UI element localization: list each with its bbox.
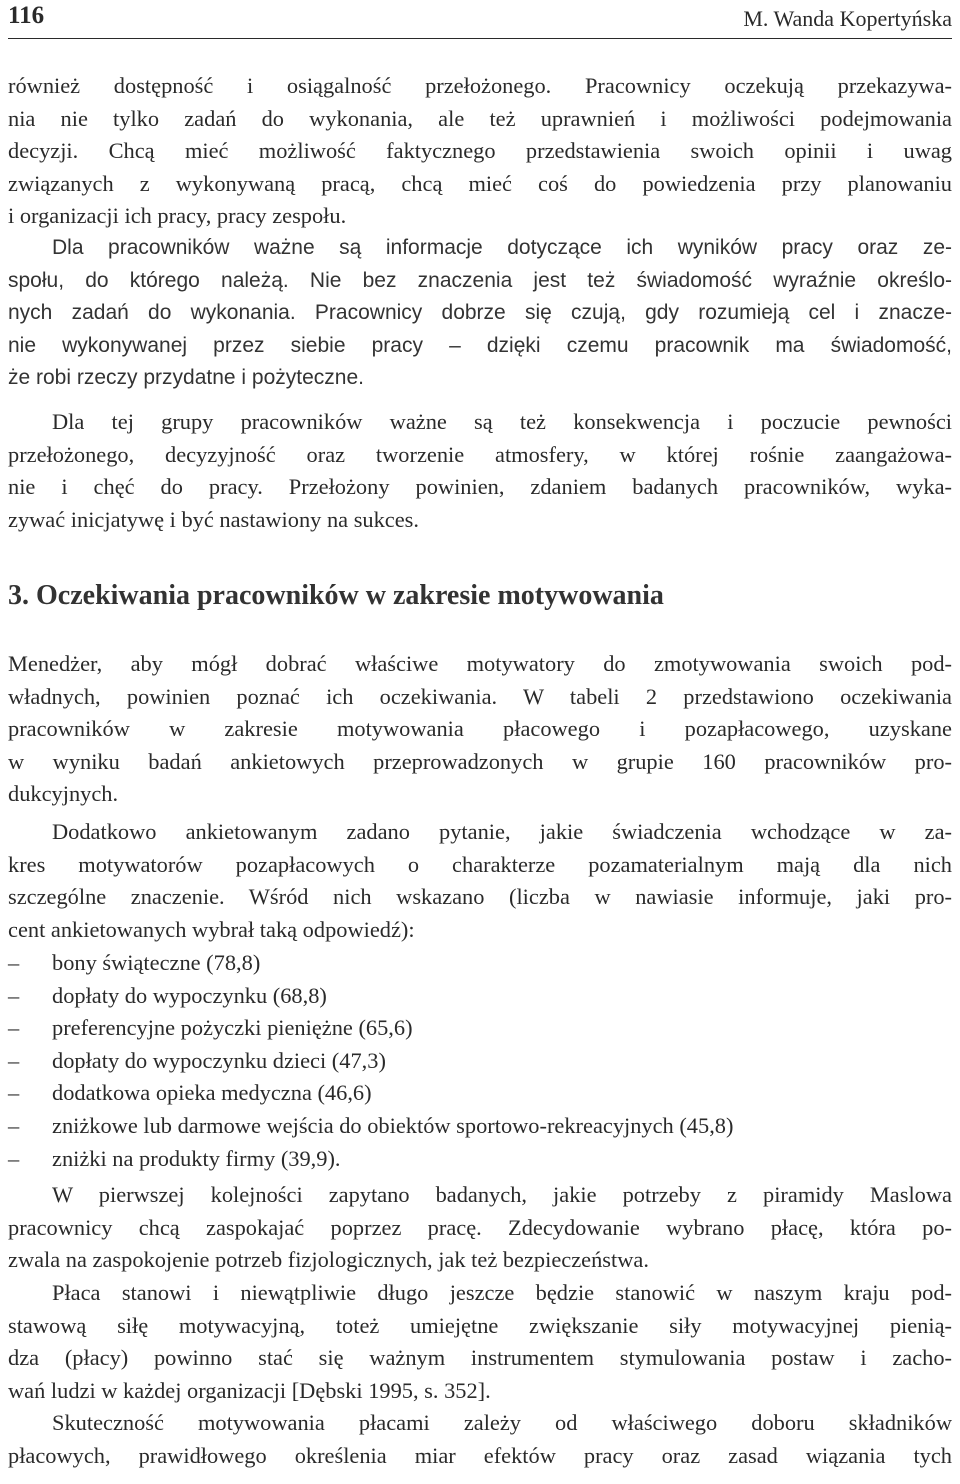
- text-line: płacowych, prawidłowego określenia miar efektów pracy oraz zasad wiązania tych: [8, 1442, 952, 1468]
- list-item-text: zniżkowe lub darmowe wejścia do obiektów sportowo-rekreacyjnych (45,8): [52, 1112, 734, 1138]
- text-line: w wyniku badań ankietowych przeprowadzonych w grupie 160 pracowników pro-: [8, 748, 952, 774]
- text-line: zywać inicjatywę i być nastawiony na sukces.: [8, 506, 419, 532]
- text-line: Skuteczność motywowania płacami zależy od właściwego doboru składników: [52, 1410, 952, 1435]
- dash-bullet: –: [8, 1015, 20, 1041]
- dash-bullet: –: [8, 1112, 20, 1138]
- list-item: [8, 980, 952, 1013]
- text-line: szczególne znaczenie. Wśród nich wskazano (liczba w nawiasie informuje, jaki pro-: [8, 884, 952, 910]
- text-line: W pierwszej kolejności zapytano badanych, jakie potrzeby z piramidy Maslowa: [52, 1182, 952, 1207]
- dash-bullet: –: [8, 1047, 20, 1073]
- paragraph-1: [8, 70, 952, 233]
- text-line: decyzji. Chcą mieć możliwość faktycznego przedstawienia swoich opinii i uwag: [8, 138, 952, 164]
- text-line: Dla tej grupy pracowników ważne są też konsekwencja i poczucie pewności: [52, 409, 952, 434]
- text-line: władnych, powinien poznać ich oczekiwania. W tabeli 2 przedstawiono oczekiwania: [8, 683, 952, 709]
- page-number: 116: [8, 2, 45, 29]
- text-line: przełożonego, decyzyjność oraz tworzenie atmosfery, w której rośnie zaangażowa-: [8, 441, 952, 467]
- text-line: Menedżer, aby mógł dobrać właściwe motywatory do zmotywowania swoich pod-: [8, 651, 952, 676]
- paragraph-4: [8, 648, 952, 811]
- dash-bullet: –: [8, 982, 20, 1008]
- list-item-text: zniżki na produkty firmy (39,9).: [52, 1145, 341, 1171]
- dash-bullet: –: [8, 950, 20, 975]
- text-line: cent ankietowanych wybrał taką odpowiedź):: [8, 916, 415, 942]
- list-item: [8, 1045, 952, 1078]
- list-item: [8, 1077, 952, 1110]
- list-item: [8, 1110, 952, 1143]
- paragraph-6: [8, 1179, 952, 1277]
- benefits-list: [8, 947, 952, 1175]
- dash-bullet: –: [8, 1080, 20, 1106]
- text-line: stawową siłę motywacyjną, toteż umiejętne zwiększanie siły motywacyjnej pienią-: [8, 1312, 952, 1338]
- list-item: [8, 1143, 952, 1176]
- text-line: również dostępność i osiągalność przełożonego. Pracownicy oczekują przekazywa-: [8, 73, 952, 98]
- text-line: nie wykonywanej przez siebie pracy – dzięki czemu pracownik ma świadomość,: [8, 333, 952, 357]
- text-line: pracownicy chcą zaspokajać poprzez pracę. Zdecydowanie wybrano płacę, która po-: [8, 1214, 952, 1240]
- dash-bullet: –: [8, 1145, 20, 1171]
- list-item-text: dodatkowa opieka medyczna (46,6): [52, 1080, 372, 1106]
- paragraph-3: [8, 406, 952, 536]
- list-item-text: dopłaty do wypoczynku dzieci (47,3): [52, 1047, 386, 1073]
- text-line: społu, do którego należą. Nie bez znaczenia jest też świadomość wyraźnie określo-: [8, 268, 952, 292]
- running-head-author: M. Wanda Kopertyńska: [743, 6, 952, 31]
- list-item-text: preferencyjne pożyczki pieniężne (65,6): [52, 1015, 413, 1041]
- page-header: [8, 0, 952, 39]
- text-line: wań ludzi w każdej organizacji [Dębski 1995, s. 352].: [8, 1377, 491, 1403]
- paragraph-8: [8, 1407, 952, 1472]
- text-line: nych zadań do wykonania. Pracownicy dobrze się czują, gdy rozumieją cel i znacze-: [8, 301, 952, 325]
- text-line: Dla pracowników ważne są informacje dotyczące ich wyników pracy oraz ze-: [52, 236, 952, 259]
- text-line: Płaca stanowi i niewątpliwie długo jeszcze będzie stanowić w naszym kraju pod-: [52, 1280, 952, 1305]
- paragraph-7: [8, 1277, 952, 1407]
- text-line: związanych z wykonywaną pracą, chcą mieć coś do powiedzenia przy planowaniu: [8, 170, 952, 196]
- text-line: nie i chęć do pracy. Przełożony powinien, zdaniem badanych pracowników, wyka-: [8, 474, 952, 500]
- text-line: pracowników w zakresie motywowania płacowego i pozapłacowego, uzyskane: [8, 716, 952, 742]
- text-line: dukcyjnych.: [8, 781, 119, 807]
- list-item-text: dopłaty do wypoczynku (68,8): [52, 982, 327, 1008]
- list-item-text: bony świąteczne (78,8): [52, 950, 261, 975]
- text-line: że robi rzeczy przydatne i pożyteczne.: [8, 366, 364, 390]
- paragraph-2: [8, 232, 952, 395]
- text-line: Dodatkowo ankietowanym zadano pytanie, jakie świadczenia wchodzące w za-: [52, 819, 952, 844]
- list-item: [8, 1012, 952, 1045]
- text-line: dza (płacy) powinno stać się ważnym instrumentem stymulowania postaw i zacho-: [8, 1345, 952, 1371]
- text-line: zwala na zaspokojenie potrzeb fizjologicznych, jak też bezpieczeństwa.: [8, 1247, 649, 1273]
- section-heading: 3. Oczekiwania pracowników w zakresie motywowania: [8, 580, 664, 611]
- text-line: i organizacji ich pracy, pracy zespołu.: [8, 203, 347, 229]
- list-item: [8, 947, 952, 980]
- text-line: nia nie tylko zadań do wykonania, ale też uprawnień i możliwości podejmowania: [8, 105, 952, 131]
- text-line: kres motywatorów pozapłacowych o charakterze pozamaterialnym mają dla nich: [8, 851, 952, 877]
- paragraph-5: [8, 816, 952, 946]
